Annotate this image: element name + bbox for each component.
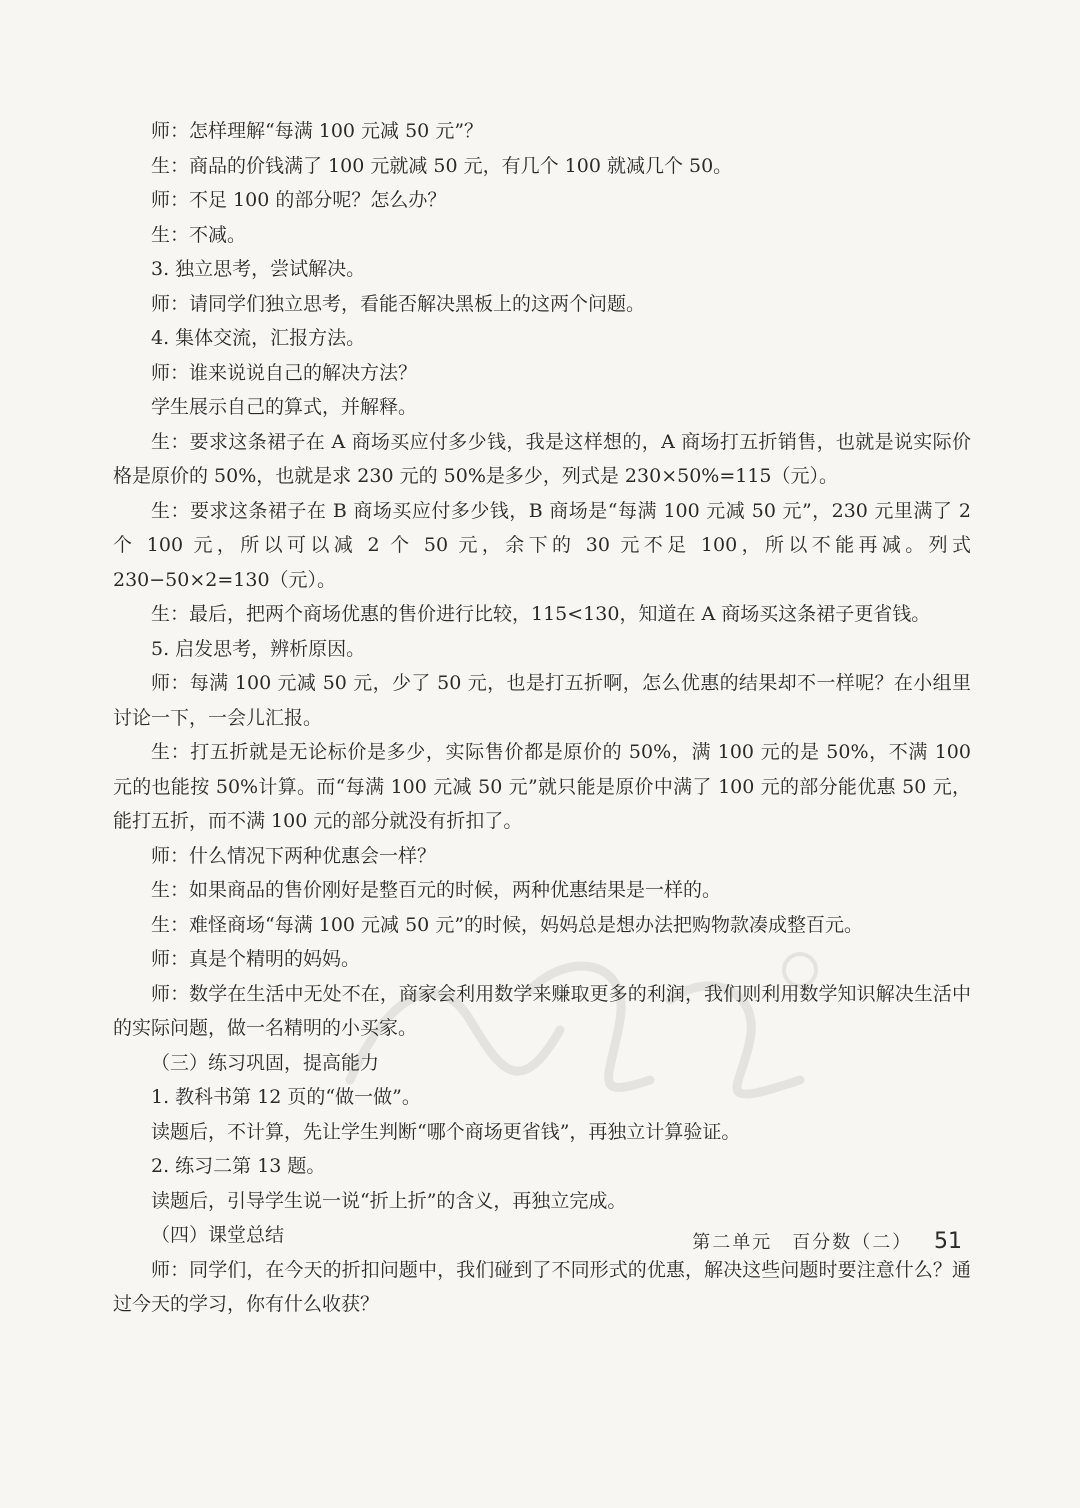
paragraph: 师：请同学们独立思考，看能否解决黑板上的这两个问题。: [151, 292, 646, 315]
paragraph: 师：同学们，在今天的折扣问题中，我们碰到了不同形式的优惠，解决这些问题时要注意什么？通过今天的学习，你有什么收获？: [113, 1258, 971, 1315]
page-number: 51: [934, 1229, 962, 1254]
paragraph: 生：要求这条裙子在 A 商场买应付多少钱，我是这样想的，A 商场打五折销售，也就是说实际价格是原价的 50%，也就是求 230 元的 50%是多少，列式是 230×50%=115（元）。: [113, 430, 971, 487]
paragraph: 2. 练习二第 13 题。: [151, 1155, 326, 1177]
paragraph: 生：不减。: [151, 223, 247, 246]
unit-title: 第二单元 百分数（二）: [692, 1232, 913, 1253]
paragraph: 5. 启发思考，辨析原因。: [151, 637, 366, 660]
section-heading: （四）课堂总结: [151, 1224, 285, 1246]
paragraph: 师：什么情况下两种优惠会一样？: [151, 844, 437, 867]
paragraph: 读题后，引导学生说一说“折上折”的含义，再独立完成。: [151, 1189, 627, 1212]
paragraph: 生：要求这条裙子在 B 商场买应付多少钱，B 商场是“每满 100 元减 50 元”，230 元里满了 2 个 100 元，所以可以减 2 个 50 元，余下的 30 元不足 100，所以不能再减。列式 230−50×2=130（元）。: [113, 499, 971, 591]
watermark-logo: [330, 930, 850, 1130]
paragraph: 生：难怪商场“每满 100 元减 50 元”的时候，妈妈总是想办法把购物款凑成整百元。: [151, 913, 864, 936]
paragraph: 师：怎样理解“每满 100 元减 50 元”？: [151, 120, 484, 142]
paragraph: 生：如果商品的售价刚好是整百元的时候，两种优惠结果是一样的。: [151, 879, 722, 901]
paragraph: 3. 独立思考，尝试解决。: [151, 258, 366, 280]
page-footer: [692, 1228, 962, 1254]
paragraph: 读题后，不计算，先让学生判断“哪个商场更省钱”，再独立计算验证。: [151, 1120, 741, 1143]
paragraph: 师：谁来说说自己的解决方法？: [151, 361, 418, 384]
paragraph: 师：不足 100 的部分呢？怎么办？: [151, 189, 447, 211]
page-body: [113, 114, 971, 1322]
section-heading: （三）练习巩固，提高能力: [151, 1051, 380, 1074]
paragraph: 学生展示自己的算式，并解释。: [151, 396, 418, 418]
paragraph: 生：最后，把两个商场优惠的售价进行比较，115<130，知道在 A 商场买这条裙子更省钱。: [151, 603, 931, 625]
paragraph: 生：打五折就是无论标价是多少，实际售价都是原价的 50%，满 100 元的是 50%，不满 100 元的也能按 50%计算。而“每满 100 元减 50 元”就只能是原价中满了 100 元的部分能优惠 50 元，能打五折，而不满 100 元的部分就没有折扣了。: [113, 741, 971, 832]
paragraph: 师：真是个精明的妈妈。: [151, 948, 361, 970]
paragraph: 1. 教科书第 12 页的“做一做”。: [151, 1086, 421, 1108]
paragraph: 4. 集体交流，汇报方法。: [151, 327, 366, 349]
paragraph: 师：每满 100 元减 50 元，少了 50 元，也是打五折啊，怎么优惠的结果却不一样呢？在小组里讨论一下，一会儿汇报。: [113, 672, 971, 729]
paragraph: 生：商品的价钱满了 100 元就减 50 元，有几个 100 就减几个 50。: [151, 154, 733, 177]
paragraph: 师：数学在生活中无处不在，商家会利用数学来赚取更多的利润，我们则利用数学知识解决生活中的实际问题，做一名精明的小买家。: [113, 982, 971, 1039]
